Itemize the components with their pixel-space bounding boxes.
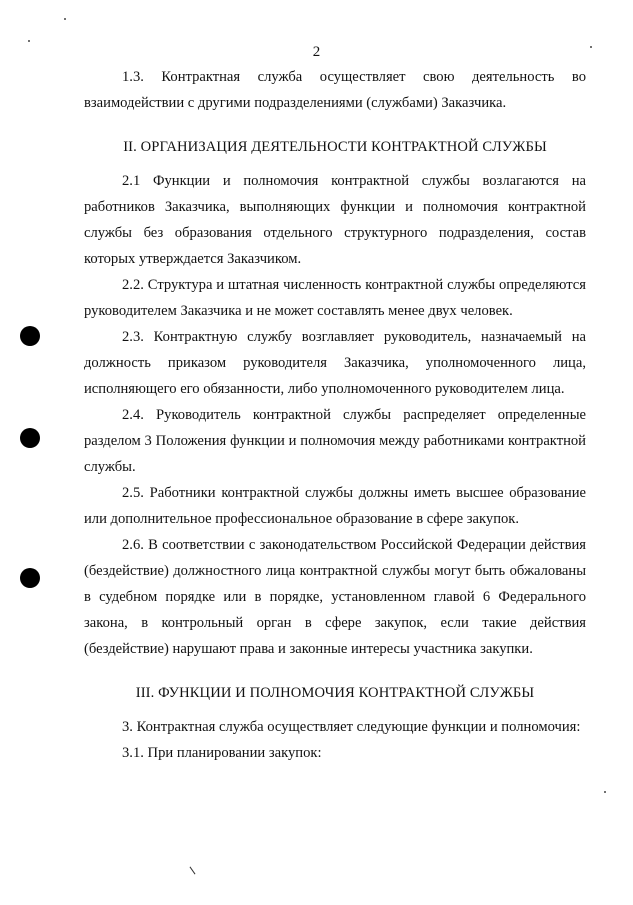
section-heading-2: II. ОРГАНИЗАЦИЯ ДЕЯТЕЛЬНОСТИ КОНТРАКТНОЙ СЛУЖБЫ xyxy=(123,139,547,155)
scan-speck xyxy=(604,791,606,793)
paragraph-3-1: 3.1. При планировании закупок: xyxy=(122,745,322,761)
scan-speck xyxy=(64,18,66,20)
binder-hole xyxy=(20,326,40,346)
document-body xyxy=(84,64,586,766)
paragraph-2-1: 2.1 Функции и полномочия контрактной службы возлагаются на работников Заказчика, выполняющих функции и полномочия контрактной службы без образования отдельного структурного подразделения, состав которых утверждается Заказчиком. xyxy=(84,173,586,267)
paragraph-3: 3. Контрактная служба осуществляет следующие функции и полномочия: xyxy=(122,719,581,735)
paragraph-2-6: 2.6. В соответствии с законодательством Российской Федерации действия (бездействие) должностного лица контрактной службы могут быть обжалованы в судебном порядке или в порядке, установленном главой 6 Федерального закона, в контрольный орган в сфере закупок, если такие действия (бездействие) нарушают права и законные интересы участника закупки. xyxy=(84,537,586,657)
scan-speck xyxy=(28,40,30,42)
paragraph-2-5: 2.5. Работники контрактной службы должны иметь высшее образование или дополнительное профессиональное образование в сфере закупок. xyxy=(84,485,586,527)
paragraph-2-4: 2.4. Руководитель контрактной службы распределяет определенные разделом 3 Положения функции и полномочия между работниками контрактной службы. xyxy=(84,407,586,475)
paragraph-2-3: 2.3. Контрактную службу возглавляет руководитель, назначаемый на должность приказом руководителя Заказчика, уполномоченного лица, исполняющего его обязанности, либо уполномоченного руководителем лица. xyxy=(84,329,586,397)
scan-mark xyxy=(190,867,196,875)
page-number: 2 xyxy=(312,44,321,60)
binder-hole xyxy=(20,568,40,588)
paragraph-2-2: 2.2. Структура и штатная численность контрактной службы определяются руководителем Заказчика и не может составлять менее двух человек. xyxy=(84,277,586,319)
paragraph-1-3: 1.3. Контрактная служба осуществляет свою деятельность во взаимодействии с другими подразделениями (службами) Заказчика. xyxy=(84,69,586,111)
section-heading-3: III. ФУНКЦИИ И ПОЛНОМОЧИЯ КОНТРАКТНОЙ СЛУЖБЫ xyxy=(135,685,535,701)
binder-hole xyxy=(20,428,40,448)
